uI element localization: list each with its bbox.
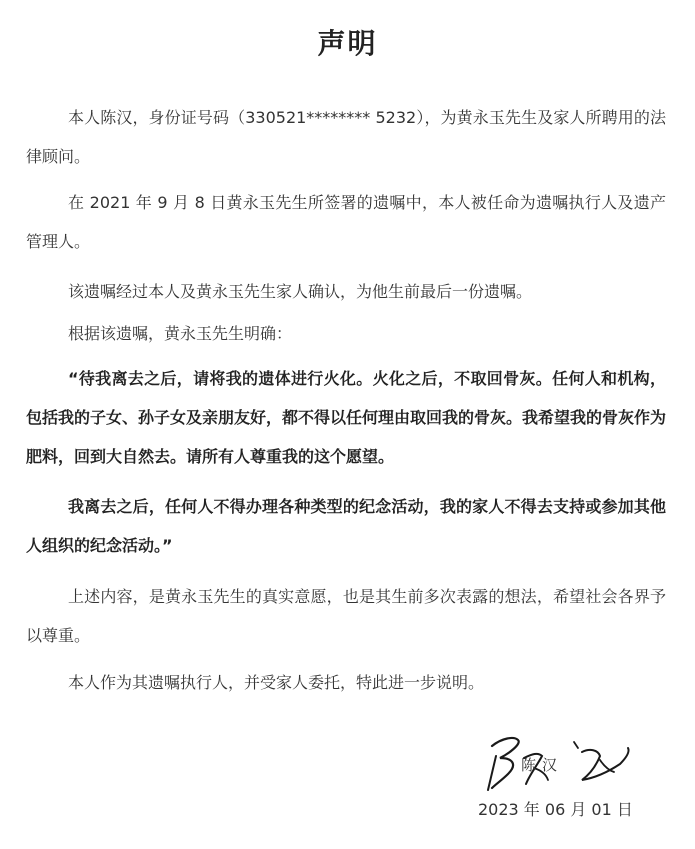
document-date: 2023 年 06 月 01 日 [478,800,633,819]
paragraph-confirmation: 该遗嘱经过本人及黄永玉先生家人确认，为他生前最后一份遗嘱。 [68,282,533,301]
paragraph-quote-memorial: 我离去之后，任何人不得办理各种类型的纪念活动，我的家人不得去支持或参加其他人组织的纪念活动。” [26,497,666,555]
document-title: 声明 [317,27,378,60]
paragraph-statement: 上述内容，是黄永玉先生的真实意愿，也是其生前多次表露的想法，希望社会各界予以尊重。 [26,587,666,645]
paragraph-appointment: 在 2021 年 9 月 8 日黄永玉先生所签署的遗嘱中，本人被任命为遗嘱执行人及遗产管理人。 [26,193,666,251]
paragraph-identity: 本人陈汉，身份证号码（330521******** 5232），为黄永玉先生及家人所聘用的法律顾问。 [26,108,666,166]
paragraph-closing: 本人作为其遗嘱执行人，并受家人委托，特此进一步说明。 [68,673,485,692]
paragraph-quote-cremation: “待我离去之后，请将我的遗体进行火化。火化之后，不取回骨灰。任何人和机构，包括我的子女、孙子女及亲朋友好，都不得以任何理由取回我的骨灰。我希望我的骨灰作为肥料，回到大自然去。请所有人尊重我的这个愿望。 [26,369,667,466]
paragraph-will-intro: 根据该遗嘱，黄永玉先生明确： [68,324,293,343]
signature-printed-name: 陈汉 [521,756,564,774]
